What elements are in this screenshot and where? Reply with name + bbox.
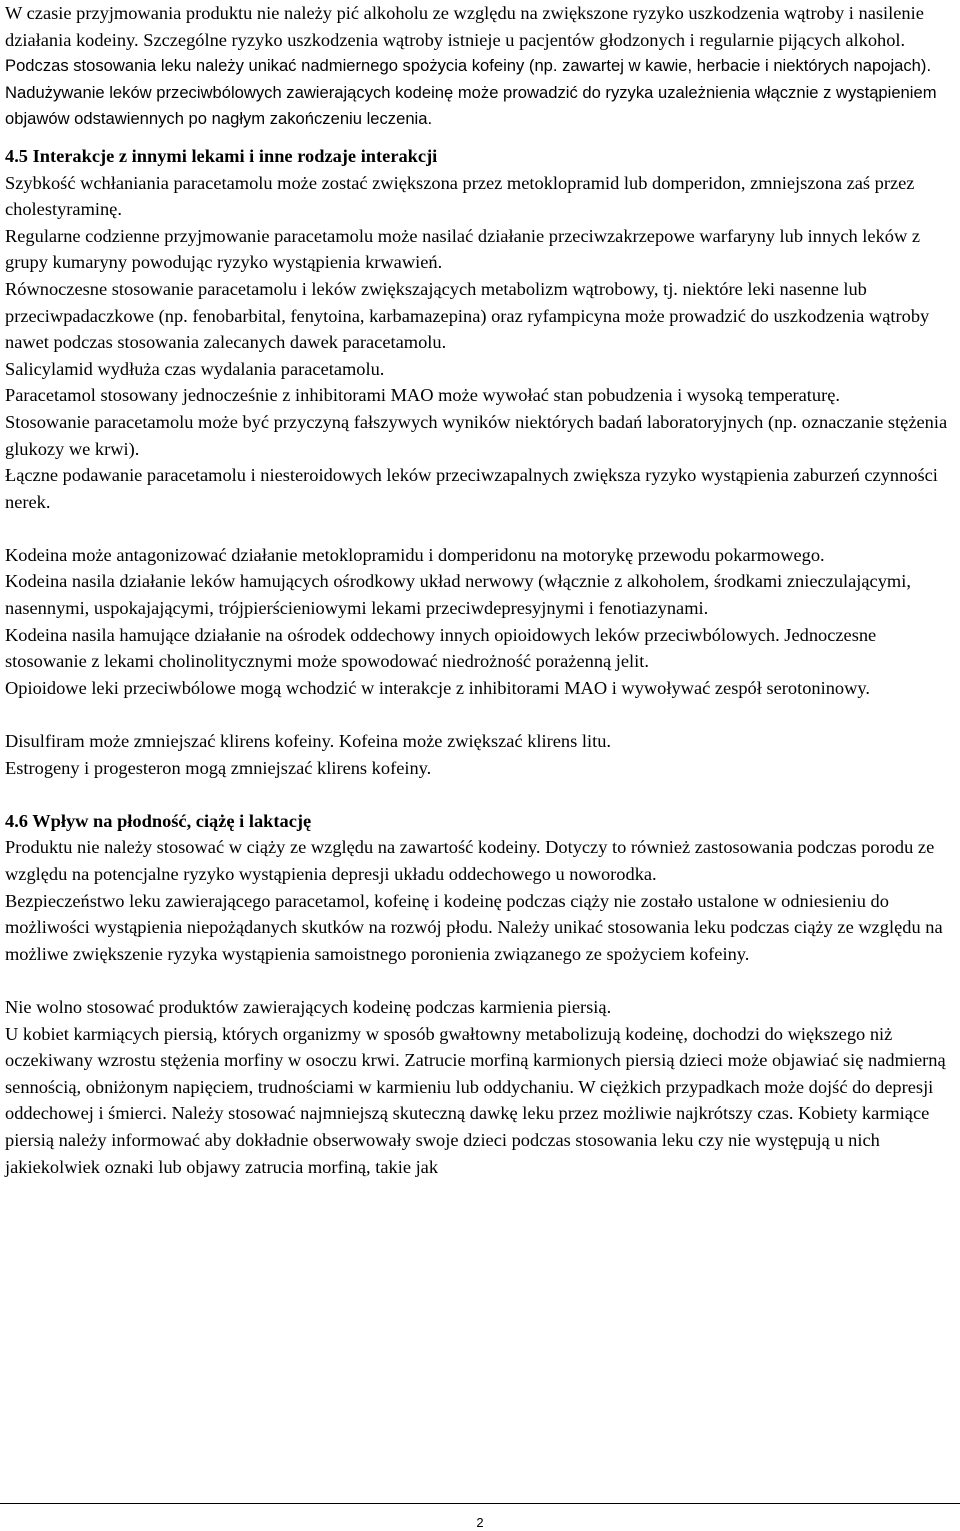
paragraph: Produktu nie należy stosować w ciąży ze względu na zawartość kodeiny. Dotyczy to również zastosowania podczas porodu ze względu na potencjalne ryzyko wystąpienia depresji układu oddechowego u noworodka. bbox=[5, 837, 935, 884]
paragraph: Łączne podawanie paracetamolu i niesteroidowych leków przeciwzapalnych zwiększa ryzyko wystąpienia zaburzeń czynności nerek. bbox=[5, 465, 938, 512]
paragraph: Szybkość wchłaniania paracetamolu może zostać zwiększona przez metoklopramid lub domperidon, zmniejszona zaś przez cholestyraminę. bbox=[5, 172, 915, 220]
paragraph: Podczas stosowania leku należy unikać nadmiernego spożycia kofeiny (np. zawartej w kawie, herbacie i niektórych napojach). bbox=[5, 56, 932, 76]
paragraph: Nie wolno stosować produktów zawierających kodeinę podczas karmienia piersią. bbox=[5, 996, 612, 1017]
paragraph: Estrogeny i progesteron mogą zmniejszać klirens kofeiny. bbox=[5, 757, 432, 778]
paragraph: U kobiet karmiących piersią, których organizmy w sposób gwałtowny metabolizują kodeinę, dochodzi do większego niż oczekiwany wzrostu stężenia morfiny w osoczu krwi. Zatrucie morfiną karmionych piersią dzieci może objawiać się nadmierną sennością, obniżonym napięciem, trudnościami w karmieniu lub oddychaniu. W ciężkich przypadkach może dojść do depresji oddechowej i śmierci. Należy stosować najmniejszą skuteczną dawkę leku przez możliwie najkrótszy czas. Kobiety karmiące piersią należy informować aby dokładnie obserwowały swoje dzieci podczas stosowania leku czy nie występują u nich jakiekolwiek oznaki lub objawy zatrucia morfiną, takie jak bbox=[5, 1023, 946, 1177]
section-heading: 4.5 Interakcje z innymi lekami i inne rodzaje interakcji bbox=[5, 145, 438, 166]
paragraph: Paracetamol stosowany jednocześnie z inhibitorami MAO może wywołać stan pobudzenia i wysoką temperaturę. bbox=[5, 385, 840, 406]
paragraph: Nadużywanie leków przeciwbólowych zawierających kodeinę może prowadzić do ryzyka uzależnienia włącznie z wystąpieniem objawów odstawiennych po nagłym zakończeniu leczenia. bbox=[5, 82, 937, 129]
paragraph: Kodeina może antagonizować działanie metoklopramidu i domperidonu na motorykę przewodu pokarmowego. bbox=[5, 544, 825, 565]
paragraph: Kodeina nasila działanie leków hamujących ośrodkowy układ nerwowy (włącznie z alkoholem, środkami znieczulającymi, nasennymi, uspokajającymi, trójpierścieniowymi lekami przeciwdepresyjnymi i fenotiazynami. bbox=[5, 571, 911, 619]
paragraph: Regularne codzienne przyjmowanie paracetamolu może nasilać działanie przeciwzakrzepowe warfaryny lub innych leków z grupy kumaryny powodując ryzyko wystąpienia krwawień. bbox=[5, 225, 921, 273]
paragraph: W czasie przyjmowania produktu nie należy pić alkoholu ze względu na zwiększone ryzyko uszkodzenia wątroby i nasilenie działania kodeiny. Szczególne ryzyko uszkodzenia wątroby istnieje u pacjentów głodzonych i regularnie pijących alkohol. bbox=[5, 3, 924, 50]
paragraph: Równoczesne stosowanie paracetamolu i leków zwiększających metabolizm wątrobowy, tj. niektóre leki nasenne lub przeciwpadaczkowe (np. fenobarbital, fenytoina, karbamazepina) oraz ryfampicyna może prowadzić do uszkodzenia wątroby nawet podczas stosowania zalecanych dawek paracetamolu. bbox=[5, 278, 930, 353]
paragraph: Disulfiram może zmniejszać klirens kofeiny. Kofeina może zwiększać klirens litu. bbox=[5, 731, 611, 752]
paragraph: Bezpieczeństwo leku zawierającego paracetamol, kofeinę i kodeinę podczas ciąży nie zostało ustalone w odniesieniu do możliwości wystąpienia niepożądanych skutków na rozwój płodu. Należy unikać stosowania leku podczas ciąży ze względu na możliwe zwiększenie ryzyka wystąpienia samoistnego poronienia związanego ze spożyciem kofeiny. bbox=[5, 890, 943, 964]
paragraph: Salicylamid wydłuża czas wydalania paracetamolu. bbox=[5, 358, 385, 379]
paragraph: Kodeina nasila hamujące działanie na ośrodek oddechowy innych opioidowych leków przeciwbólowych. Jednoczesne stosowanie z lekami cholinolitycznymi może spowodować niedrożność porażenną jelit. bbox=[5, 624, 877, 672]
page-number: 2 bbox=[476, 1515, 484, 1530]
paragraph: Opioidowe leki przeciwbólowe mogą wchodzić w interakcje z inhibitorami MAO i wywoływać zespół serotoninowy. bbox=[5, 677, 870, 698]
document-page bbox=[5, 0, 957, 1180]
section-heading: 4.6 Wpływ na płodność, ciążę i laktację bbox=[5, 810, 312, 831]
footer-divider bbox=[0, 1503, 960, 1504]
paragraph: Stosowanie paracetamolu może być przyczyną fałszywych wyników niektórych badań laboratoryjnych (np. oznaczanie stężenia glukozy we krwi). bbox=[5, 411, 948, 459]
